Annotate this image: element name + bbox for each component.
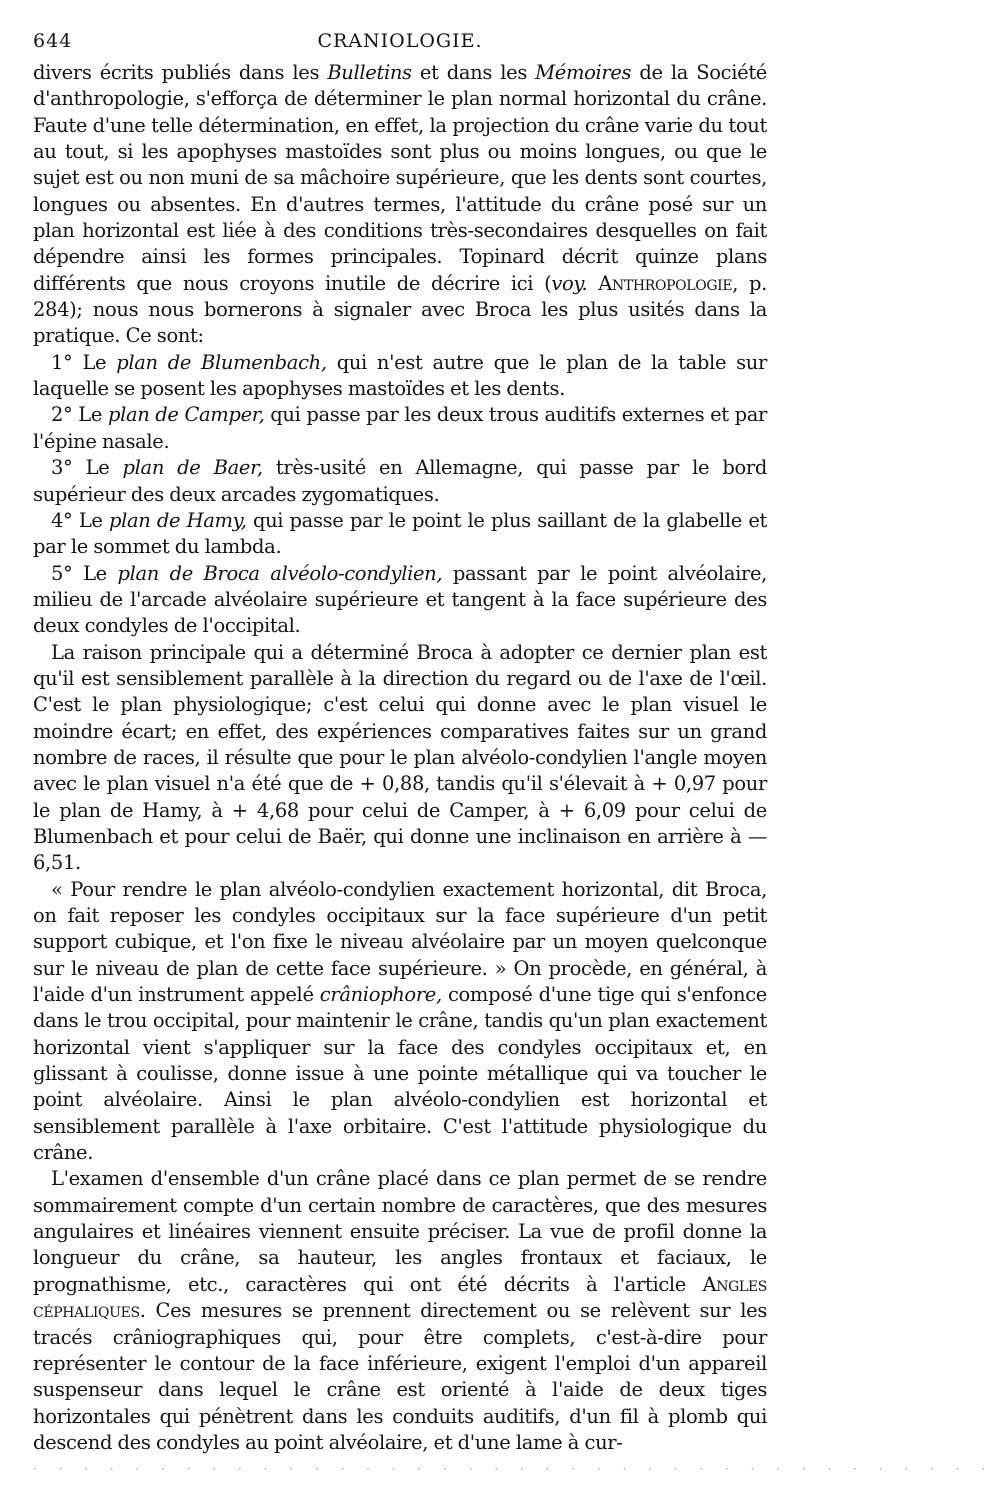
page-number: 644	[33, 30, 73, 52]
paragraph-craniophore: « Pour rendre le plan alvéolo-condylien exactement horizontal, dit Broca, on fait reposer les condyles occipitaux sur la face supérieure d'un petit support cubique, et l'on fixe le niveau alvéolaire par un moyen quelconque sur le niveau de plan de cette face supérieure. » On procède, en général, à l'aide d'un instrument appelé crâniophore, composé d'une tige qui s'enfonce dans le trou occipital, pour maintenir le crâne, tandis qu'un plan exactement horizontal vient s'appliquer sur la face des condyles occipitaux et, en glissant à coulisse, donne issue à une pointe métallique qui va toucher le point alvéolaire. Ainsi le plan alvéolo-condylien est horizontal et sensiblement parallèle à l'axe orbitaire. C'est l'attitude physiologique du crâne.	[33, 877, 767, 1165]
list-item-baer-plane: 3° Le plan de Baer, très-usité en Allemagne, qui passe par le bord supérieur des deux arcades zygomatiques.	[33, 456, 767, 506]
running-title: CRANIOLOGIE.	[317, 30, 483, 52]
body-text	[33, 60, 767, 1456]
paragraph-examination: L'examen d'ensemble d'un crâne placé dans ce plan permet de se rendre sommairement compte d'un certain nombre de caractères, que des mesures angulaires et linéaires viennent ensuite préciser. La vue de profil donne la longueur du crâne, sa hauteur, les angles frontaux et faciaux, le prognathisme, etc., caractères qui ont été décrits à l'article Angles céphaliques. Ces mesures se prennent directement ou se relèvent sur les tracés crâniographiques qui, pour être complets, c'est-à-dire pour représenter le contour de la face inférieure, exigent l'emploi d'un appareil suspenseur dans lequel le crâne est orienté à l'aide de deux tiges horizontales qui pénètrent dans les conduits auditifs, d'un fil à plomb qui descend des condyles au point alvéolaire, et d'une lame à cur-	[33, 1167, 767, 1454]
list-item-blumenbach-plane: 1° Le plan de Blumenbach, qui n'est autre que le plan de la table sur laquelle se posent les apophyses mastoïdes et les dents.	[33, 350, 767, 401]
page-header	[33, 26, 767, 60]
paragraph-continuation: divers écrits publiés dans les Bulletins et dans les Mémoires de la Société d'anthropologie, s'efforça de déterminer le plan normal horizontal du crâne. Faute d'une telle détermination, en effet, la projection du crâne varie du tout au tout, si les apophyses mastoïdes sont plus ou moins longues, ou que le sujet est ou non muni de sa mâchoire supérieure, que les dents sont courtes, longues ou absentes. En d'autres termes, l'attitude du crâne posé sur un plan horizontal est liée à des conditions très-secondaires desquelles on fait dépendre ainsi les formes principales. Topinard décrit quinze plans différents que nous croyons inutile de décrire ici (voy. Anthropologie, p. 284); nous nous bornerons à signaler avec Broca les plus usités dans la pratique. Ce sont:	[33, 61, 767, 348]
scan-artifact-line: · · · · · · · · · · · · · · · · · · · · · · · · · · · · · · · · · · · · · ·	[33, 1462, 994, 1476]
list-item-hamy-plane: 4° Le plan de Hamy, qui passe par le point le plus saillant de la glabelle et par le sommet du lambda.	[33, 508, 767, 559]
list-item-camper-plane: 2° Le plan de Camper, qui passe par les deux trous auditifs externes et par l'épine nasale.	[33, 403, 767, 453]
list-item-broca-plane: 5° Le plan de Broca alvéolo-condylien, passant par le point alvéolaire, milieu de l'arcade alvéolaire supérieure et tangent à la face supérieure des deux condyles de l'occipital.	[33, 561, 767, 638]
book-page	[33, 26, 767, 1456]
paragraph-broca-rationale: La raison principale qui a déterminé Broca à adopter ce dernier plan est qu'il est sensiblement parallèle à la direction du regard ou de l'axe de l'œil. C'est le plan physiologique; c'est celui qui donne avec le plan visuel le moindre écart; en effet, des expériences comparatives faites sur un grand nombre de races, il résulte que pour le plan alvéolo-condylien l'angle moyen avec le plan visuel n'a été que de + 0,88, tandis qu'il s'élevait à + 0,97 pour le plan de Hamy, à + 4,68 pour celui de Camper, à + 6,09 pour celui de Blumenbach et pour celui de Baër, qui donne une inclinaison en arrière à — 6,51.	[33, 640, 767, 875]
